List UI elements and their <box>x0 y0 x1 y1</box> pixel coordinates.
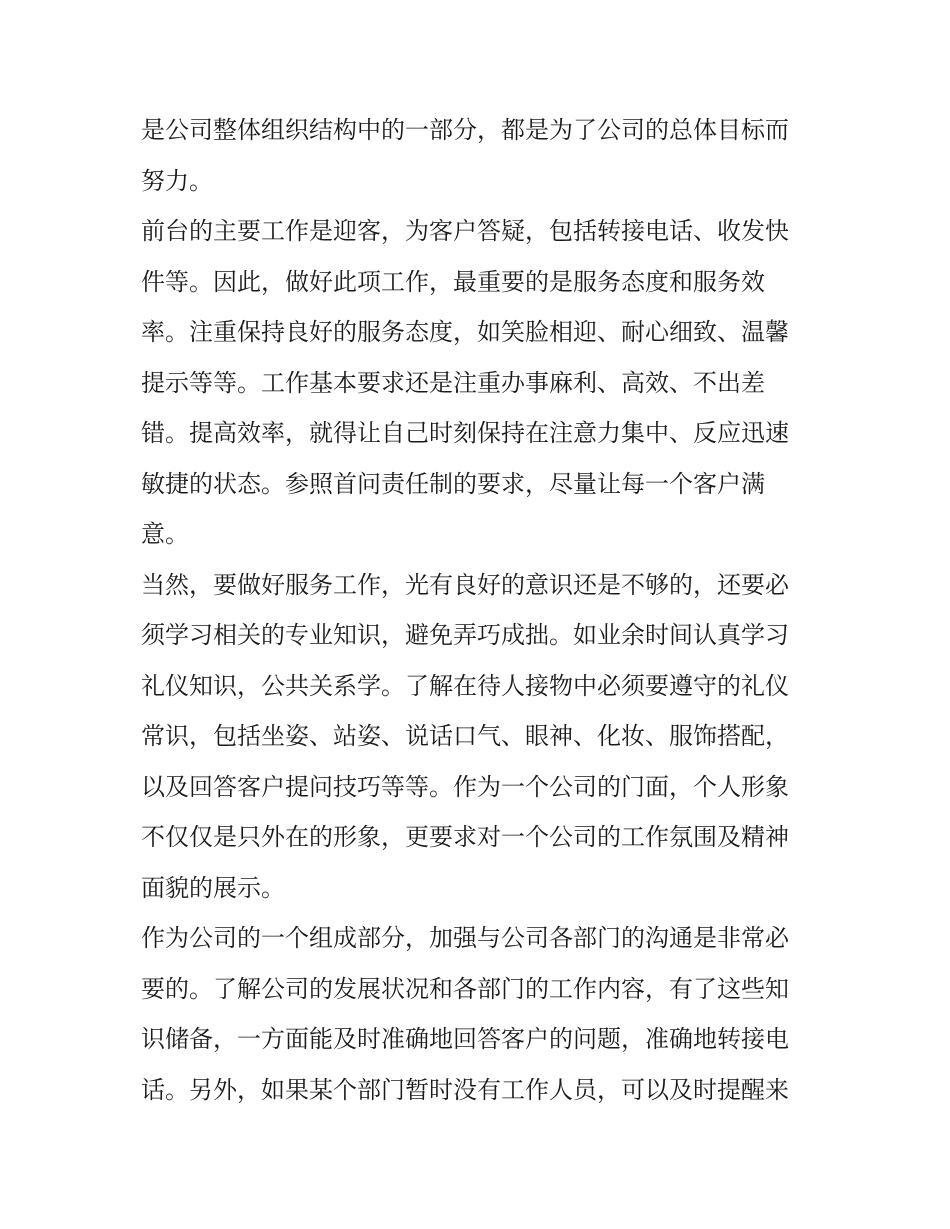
text-line: 前台的主要工作是迎客，为客户答疑，包括转接电话、收发快 <box>141 217 789 245</box>
text-line: 不仅仅是只外在的形象，更要求对一个公司的工作氛围及精神 <box>141 823 789 851</box>
paragraph-2 <box>141 206 813 560</box>
text-line: 件等。因此，做好此项工作，最重要的是服务态度和服务效 <box>141 267 765 296</box>
text-line: 识储备，一方面能及时准确地回答客户的问题，准确地转接电 <box>141 1025 789 1053</box>
text-line: 当然，要做好服务工作，光有良好的意识还是不够的，还要必 <box>141 570 789 599</box>
text-line: 意。 <box>141 520 189 548</box>
text-line: 面貌的展示。 <box>141 873 285 902</box>
document-body <box>141 105 813 1115</box>
paragraph-1 <box>141 105 813 206</box>
text-line: 是公司整体组织结构中的一部分，都是为了公司的总体目标而 <box>141 116 789 144</box>
text-line: 礼仪知识，公共关系学。了解在待人接物中必须要遵守的礼仪 <box>141 671 789 700</box>
paragraph-4 <box>141 913 813 1115</box>
text-line: 敏捷的状态。参照首问责任制的要求，尽量让每一个客户满 <box>141 469 765 498</box>
text-line: 常识，包括坐姿、站姿、说话口气、眼神、化妆、服饰搭配， <box>141 722 789 750</box>
text-line: 要的。了解公司的发展状况和各部门的工作内容，有了这些知 <box>141 974 789 1003</box>
text-line: 话。另外，如果某个部门暂时没有工作人员，可以及时提醒来 <box>141 1075 789 1104</box>
text-line: 率。注重保持良好的服务态度，如笑脸相迎、耐心细致、温馨 <box>141 318 789 346</box>
text-line: 作为公司的一个组成部分，加强与公司各部门的沟通是非常必 <box>141 924 789 952</box>
text-line: 努力。 <box>141 166 213 195</box>
text-line: 须学习相关的专业知识，避免弄巧成拙。如业余时间认真学习 <box>141 621 789 649</box>
text-line: 以及回答客户提问技巧等等。作为一个公司的门面，个人形象 <box>141 772 789 801</box>
text-line: 错。提高效率，就得让自己时刻保持在注意力集中、反应迅速 <box>141 419 789 447</box>
paragraph-3 <box>141 560 813 914</box>
text-line: 提示等等。工作基本要求还是注重办事麻利、高效、不出差 <box>141 368 765 397</box>
